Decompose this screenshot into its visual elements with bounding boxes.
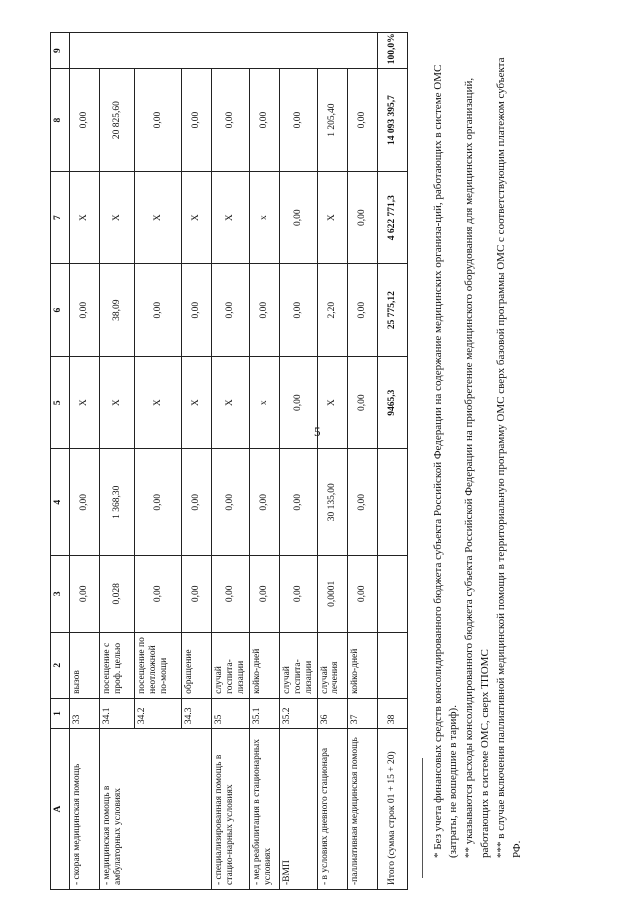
value-cell: x bbox=[249, 171, 279, 264]
table-row bbox=[279, 33, 317, 890]
header-cell: 6 bbox=[51, 264, 70, 357]
footnote-1: * Без учета финансовых средств консолидированного бюджета субъекта Российской Федерации на содержание медицинских организа-ций, работающих в системе ОМС (затраты, не вошедшие в тариф). bbox=[431, 64, 460, 858]
row-code-cell: 37 bbox=[347, 698, 377, 728]
row-name-cell: Итого (сумма строк 01 + 15 + 20) bbox=[377, 729, 407, 890]
header-cell: A bbox=[51, 729, 70, 890]
footnote-separator bbox=[422, 758, 423, 878]
table-row bbox=[212, 33, 250, 890]
financing-table bbox=[50, 32, 408, 890]
value-cell bbox=[377, 556, 407, 632]
value-cell: 1 368,30 bbox=[100, 449, 135, 556]
row-name-cell: - медицинская помощь в амбулаторных условиях bbox=[100, 729, 212, 890]
row-name-cell: - специализированная помощь в стацио-нарных условиях bbox=[212, 729, 250, 890]
row-code-cell: 33 bbox=[70, 698, 100, 728]
header-cell: 9 bbox=[51, 33, 70, 69]
value-cell: 20 825,60 bbox=[100, 69, 135, 172]
table-row bbox=[249, 33, 279, 890]
table-total-row bbox=[377, 33, 407, 890]
value-cell: X bbox=[212, 356, 250, 449]
table-row bbox=[100, 33, 135, 890]
value-cell bbox=[377, 449, 407, 556]
value-cell: 0,00 bbox=[135, 556, 182, 632]
header-cell: 7 bbox=[51, 171, 70, 264]
row-code-cell: 34.1 bbox=[100, 698, 135, 728]
value-cell: 0,00 bbox=[212, 69, 250, 172]
value-cell: 0,00 bbox=[212, 556, 250, 632]
value-cell: 0,00 bbox=[347, 449, 377, 556]
value-cell: 0,00 bbox=[70, 556, 100, 632]
header-cell: 2 bbox=[51, 632, 70, 698]
value-cell: X bbox=[100, 356, 135, 449]
value-cell: 0,00 bbox=[279, 69, 317, 172]
value-cell: X bbox=[182, 356, 212, 449]
header-cell: 8 bbox=[51, 69, 70, 172]
value-cell: X bbox=[70, 171, 100, 264]
unit-cell: посещение по неотложной по-мощи bbox=[135, 632, 182, 698]
value-cell: 0,00 bbox=[249, 264, 279, 357]
row-code-cell: 35.2 bbox=[279, 698, 317, 728]
value-cell: X bbox=[182, 171, 212, 264]
value-cell: 0,00 bbox=[347, 356, 377, 449]
value-cell: 0,00 bbox=[279, 556, 317, 632]
value-cell: 38,09 bbox=[100, 264, 135, 357]
value-cell: 0,00 bbox=[212, 449, 250, 556]
row-name-cell: - мед реабилитация в стационарных условиях bbox=[249, 729, 279, 890]
value-cell: 0,00 bbox=[135, 449, 182, 556]
value-cell: X bbox=[135, 356, 182, 449]
unit-cell: обращение bbox=[182, 632, 212, 698]
value-cell: X bbox=[100, 171, 135, 264]
value-cell: X bbox=[317, 356, 347, 449]
rotated-page-content bbox=[50, 32, 590, 892]
footnote-2: ** указываются расходы консолидированного бюджета субъекта Российской Федерации на приобретение медицинского оборудования для медицинских организаций, работающих в системе ОМС, сверх ТПОМС bbox=[463, 77, 492, 858]
header-cell: 5 bbox=[51, 356, 70, 449]
value-cell: 0,00 bbox=[135, 264, 182, 357]
value-cell: 30 135,00 bbox=[317, 449, 347, 556]
value-cell: 0,00 bbox=[279, 356, 317, 449]
value-cell: 0,00 bbox=[279, 449, 317, 556]
table-row bbox=[317, 33, 347, 890]
row-code-cell: 34.3 bbox=[182, 698, 212, 728]
row-name-cell: - скорая медицинская помощь bbox=[70, 729, 100, 890]
value-cell: 0,00 bbox=[279, 264, 317, 357]
value-cell: X bbox=[135, 171, 182, 264]
unit-cell bbox=[377, 632, 407, 698]
value-cell: 0,00 bbox=[70, 449, 100, 556]
value-cell: 0,00 bbox=[182, 556, 212, 632]
value-cell: 0,00 bbox=[70, 264, 100, 357]
value-cell bbox=[70, 33, 378, 69]
footnotes bbox=[422, 48, 527, 878]
value-cell: 0,00 bbox=[249, 556, 279, 632]
table-header-row bbox=[51, 33, 70, 890]
row-name-cell: -ВМП bbox=[279, 729, 317, 890]
value-cell: 0,00 bbox=[347, 69, 377, 172]
value-cell: 0,00 bbox=[182, 264, 212, 357]
total-value-cell: 25 775,12 bbox=[377, 264, 407, 357]
row-name-cell: - в условиях дневного стационара bbox=[317, 729, 347, 890]
value-cell: 0,028 bbox=[100, 556, 135, 632]
value-cell: 1 205,40 bbox=[317, 69, 347, 172]
unit-cell: койко-дней bbox=[347, 632, 377, 698]
unit-cell: случай госпита-лизации bbox=[279, 632, 317, 698]
row-code-cell: 38 bbox=[377, 698, 407, 728]
row-code-cell: 35 bbox=[212, 698, 250, 728]
header-cell: 4 bbox=[51, 449, 70, 556]
value-cell: 0,00 bbox=[70, 69, 100, 172]
row-code-cell: 36 bbox=[317, 698, 347, 728]
value-cell: 0,00 bbox=[182, 69, 212, 172]
value-cell: 0,00 bbox=[182, 449, 212, 556]
value-cell: 0,00 bbox=[347, 264, 377, 357]
unit-cell: случай госпита-лизации bbox=[212, 632, 250, 698]
unit-cell: посещение с проф. целью bbox=[100, 632, 135, 698]
total-value-cell: 4 622 771,3 bbox=[377, 171, 407, 264]
row-name-cell: -паллиативная медицинская помощь bbox=[347, 729, 377, 890]
value-cell: 0,0001 bbox=[317, 556, 347, 632]
unit-cell: случай лечения bbox=[317, 632, 347, 698]
value-cell: 2,20 bbox=[317, 264, 347, 357]
header-cell: 1 bbox=[51, 698, 70, 728]
value-cell: 0,00 bbox=[212, 264, 250, 357]
value-cell: 0,00 bbox=[279, 171, 317, 264]
value-cell: X bbox=[317, 171, 347, 264]
table-row bbox=[70, 33, 100, 890]
value-cell: X bbox=[70, 356, 100, 449]
row-code-cell: 35.1 bbox=[249, 698, 279, 728]
page-number: 5 bbox=[314, 424, 321, 439]
footnote-3: *** в случае включения паллиативной медицинской помощи в территориальную программу ОМС сверх базовой программы ОМС с соответствующим платежом субъекта РФ. bbox=[495, 57, 524, 858]
value-cell: 0,00 bbox=[249, 449, 279, 556]
value-cell: x bbox=[249, 356, 279, 449]
value-cell: 0,00 bbox=[249, 69, 279, 172]
total-value-cell: 14 093 395,7 bbox=[377, 69, 407, 172]
unit-cell: вызов bbox=[70, 632, 100, 698]
value-cell: 0,00 bbox=[347, 171, 377, 264]
total-value-cell: 100,0% bbox=[377, 33, 407, 69]
total-value-cell: 9465,3 bbox=[377, 356, 407, 449]
value-cell: X bbox=[212, 171, 250, 264]
value-cell: 0,00 bbox=[347, 556, 377, 632]
table-row bbox=[347, 33, 377, 890]
header-cell: 3 bbox=[51, 556, 70, 632]
row-code-cell: 34.2 bbox=[135, 698, 182, 728]
unit-cell: койко-дней bbox=[249, 632, 279, 698]
value-cell: 0,00 bbox=[135, 69, 182, 172]
